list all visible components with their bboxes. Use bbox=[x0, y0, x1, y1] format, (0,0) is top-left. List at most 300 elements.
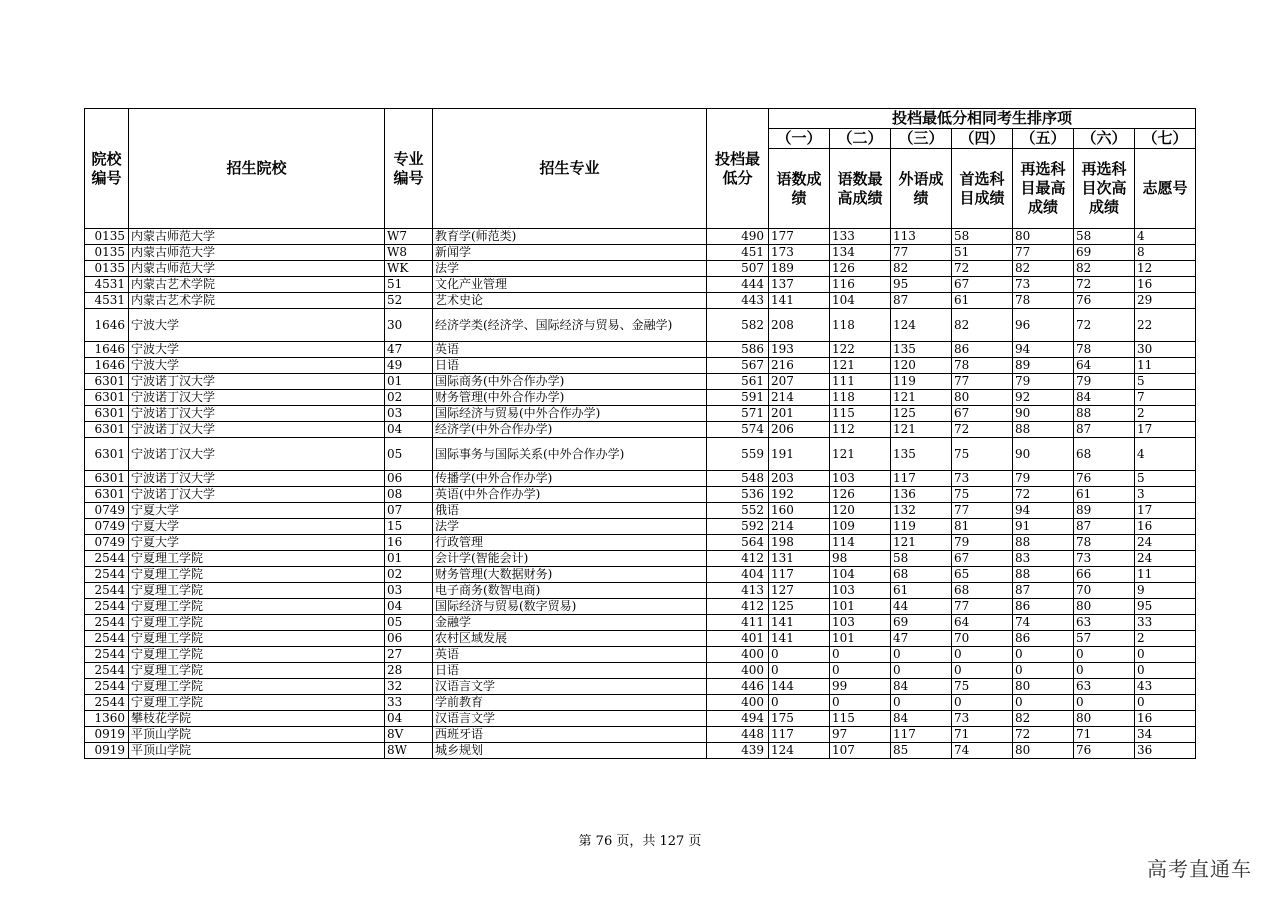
cell-school-name: 宁波大学 bbox=[129, 309, 385, 342]
cell-major-code: 8W bbox=[385, 743, 433, 759]
header-order-3: （三） bbox=[891, 129, 952, 149]
cell-score-1: 141 bbox=[769, 615, 830, 631]
cell-score-3: 121 bbox=[891, 422, 952, 438]
cell-school-name: 内蒙古艺术学院 bbox=[129, 277, 385, 293]
cell-major-name: 学前教育 bbox=[433, 695, 707, 711]
cell-school-code: 6301 bbox=[85, 438, 129, 471]
cell-score-5: 92 bbox=[1013, 390, 1074, 406]
cell-major-name: 文化产业管理 bbox=[433, 277, 707, 293]
cell-score-3: 87 bbox=[891, 293, 952, 309]
cell-score-6: 78 bbox=[1074, 535, 1135, 551]
cell-major-code: 28 bbox=[385, 663, 433, 679]
cell-major-name: 法学 bbox=[433, 519, 707, 535]
cell-school-code: 6301 bbox=[85, 487, 129, 503]
cell-score-7: 24 bbox=[1135, 535, 1196, 551]
cell-min-score: 548 bbox=[707, 471, 769, 487]
table-row bbox=[85, 679, 1196, 695]
cell-score-1: 124 bbox=[769, 743, 830, 759]
cell-score-4: 67 bbox=[952, 277, 1013, 293]
cell-score-1: 125 bbox=[769, 599, 830, 615]
cell-score-1: 160 bbox=[769, 503, 830, 519]
cell-score-2: 126 bbox=[830, 261, 891, 277]
cell-score-7: 3 bbox=[1135, 487, 1196, 503]
cell-score-5: 82 bbox=[1013, 711, 1074, 727]
cell-score-4: 73 bbox=[952, 471, 1013, 487]
cell-score-7: 22 bbox=[1135, 309, 1196, 342]
cell-score-4: 68 bbox=[952, 583, 1013, 599]
cell-score-6: 88 bbox=[1074, 406, 1135, 422]
cell-school-name: 平顶山学院 bbox=[129, 743, 385, 759]
cell-score-3: 125 bbox=[891, 406, 952, 422]
cell-school-code: 6301 bbox=[85, 471, 129, 487]
cell-school-code: 2544 bbox=[85, 567, 129, 583]
cell-score-1: 175 bbox=[769, 711, 830, 727]
cell-major-code: 04 bbox=[385, 599, 433, 615]
cell-score-2: 109 bbox=[830, 519, 891, 535]
cell-score-1: 191 bbox=[769, 438, 830, 471]
cell-score-3: 69 bbox=[891, 615, 952, 631]
cell-score-2: 99 bbox=[830, 679, 891, 695]
cell-major-code: 8V bbox=[385, 727, 433, 743]
cell-score-7: 0 bbox=[1135, 695, 1196, 711]
cell-score-2: 0 bbox=[830, 695, 891, 711]
cell-score-7: 95 bbox=[1135, 599, 1196, 615]
cell-school-name: 宁夏理工学院 bbox=[129, 615, 385, 631]
cell-school-code: 2544 bbox=[85, 695, 129, 711]
cell-score-3: 119 bbox=[891, 374, 952, 390]
cell-score-3: 136 bbox=[891, 487, 952, 503]
cell-major-name: 国际事务与国际关系(中外合作办学) bbox=[433, 438, 707, 471]
cell-min-score: 582 bbox=[707, 309, 769, 342]
cell-score-4: 71 bbox=[952, 727, 1013, 743]
cell-min-score: 412 bbox=[707, 599, 769, 615]
cell-score-6: 0 bbox=[1074, 695, 1135, 711]
cell-score-5: 77 bbox=[1013, 245, 1074, 261]
cell-major-name: 日语 bbox=[433, 663, 707, 679]
cell-min-score: 448 bbox=[707, 727, 769, 743]
cell-score-6: 63 bbox=[1074, 615, 1135, 631]
cell-school-name: 内蒙古师范大学 bbox=[129, 229, 385, 245]
cell-score-6: 63 bbox=[1074, 679, 1135, 695]
cell-min-score: 451 bbox=[707, 245, 769, 261]
cell-min-score: 571 bbox=[707, 406, 769, 422]
cell-score-1: 207 bbox=[769, 374, 830, 390]
cell-score-7: 30 bbox=[1135, 342, 1196, 358]
cell-school-name: 宁夏理工学院 bbox=[129, 551, 385, 567]
cell-score-6: 0 bbox=[1074, 663, 1135, 679]
cell-school-code: 0135 bbox=[85, 245, 129, 261]
table-row bbox=[85, 422, 1196, 438]
table-row bbox=[85, 695, 1196, 711]
cell-score-3: 120 bbox=[891, 358, 952, 374]
cell-score-2: 104 bbox=[830, 567, 891, 583]
table-row bbox=[85, 390, 1196, 406]
table-header bbox=[85, 109, 1196, 229]
cell-major-code: 05 bbox=[385, 438, 433, 471]
cell-min-score: 411 bbox=[707, 615, 769, 631]
cell-score-4: 77 bbox=[952, 374, 1013, 390]
table-row bbox=[85, 374, 1196, 390]
cell-score-2: 126 bbox=[830, 487, 891, 503]
cell-min-score: 443 bbox=[707, 293, 769, 309]
cell-score-1: 141 bbox=[769, 631, 830, 647]
cell-score-7: 0 bbox=[1135, 647, 1196, 663]
cell-score-3: 47 bbox=[891, 631, 952, 647]
cell-min-score: 567 bbox=[707, 358, 769, 374]
cell-major-code: 27 bbox=[385, 647, 433, 663]
cell-min-score: 559 bbox=[707, 438, 769, 471]
cell-major-code: 47 bbox=[385, 342, 433, 358]
cell-score-5: 90 bbox=[1013, 438, 1074, 471]
cell-score-5: 79 bbox=[1013, 374, 1074, 390]
cell-score-3: 0 bbox=[891, 695, 952, 711]
cell-school-name: 宁波诺丁汉大学 bbox=[129, 406, 385, 422]
cell-score-5: 88 bbox=[1013, 567, 1074, 583]
cell-major-name: 教育学(师范类) bbox=[433, 229, 707, 245]
cell-score-7: 29 bbox=[1135, 293, 1196, 309]
cell-score-2: 112 bbox=[830, 422, 891, 438]
table-row bbox=[85, 711, 1196, 727]
table-row bbox=[85, 438, 1196, 471]
cell-major-code: 06 bbox=[385, 471, 433, 487]
cell-score-6: 68 bbox=[1074, 438, 1135, 471]
cell-school-name: 宁波诺丁汉大学 bbox=[129, 487, 385, 503]
cell-score-2: 104 bbox=[830, 293, 891, 309]
cell-min-score: 446 bbox=[707, 679, 769, 695]
cell-score-1: 214 bbox=[769, 390, 830, 406]
cell-score-2: 121 bbox=[830, 358, 891, 374]
cell-major-name: 传播学(中外合作办学) bbox=[433, 471, 707, 487]
cell-school-code: 0135 bbox=[85, 261, 129, 277]
cell-score-6: 64 bbox=[1074, 358, 1135, 374]
cell-school-code: 0919 bbox=[85, 727, 129, 743]
cell-min-score: 592 bbox=[707, 519, 769, 535]
cell-score-2: 122 bbox=[830, 342, 891, 358]
cell-min-score: 401 bbox=[707, 631, 769, 647]
cell-major-name: 电子商务(数智电商) bbox=[433, 583, 707, 599]
cell-major-code: W8 bbox=[385, 245, 433, 261]
cell-score-1: 192 bbox=[769, 487, 830, 503]
cell-score-5: 72 bbox=[1013, 487, 1074, 503]
cell-score-1: 206 bbox=[769, 422, 830, 438]
cell-score-4: 72 bbox=[952, 422, 1013, 438]
cell-score-4: 82 bbox=[952, 309, 1013, 342]
cell-major-code: 08 bbox=[385, 487, 433, 503]
cell-score-2: 115 bbox=[830, 406, 891, 422]
cell-score-1: 189 bbox=[769, 261, 830, 277]
cell-score-3: 58 bbox=[891, 551, 952, 567]
cell-score-2: 101 bbox=[830, 631, 891, 647]
cell-score-4: 80 bbox=[952, 390, 1013, 406]
cell-score-5: 78 bbox=[1013, 293, 1074, 309]
cell-school-code: 2544 bbox=[85, 583, 129, 599]
cell-score-4: 0 bbox=[952, 663, 1013, 679]
table-row bbox=[85, 471, 1196, 487]
cell-score-3: 132 bbox=[891, 503, 952, 519]
cell-major-name: 汉语言文学 bbox=[433, 711, 707, 727]
cell-score-4: 72 bbox=[952, 261, 1013, 277]
cell-score-1: 173 bbox=[769, 245, 830, 261]
cell-score-3: 61 bbox=[891, 583, 952, 599]
cell-score-3: 84 bbox=[891, 679, 952, 695]
cell-major-code: 07 bbox=[385, 503, 433, 519]
cell-score-4: 51 bbox=[952, 245, 1013, 261]
cell-min-score: 494 bbox=[707, 711, 769, 727]
cell-score-4: 0 bbox=[952, 647, 1013, 663]
cell-major-code: 06 bbox=[385, 631, 433, 647]
table-row bbox=[85, 229, 1196, 245]
cell-score-1: 141 bbox=[769, 293, 830, 309]
cell-score-2: 116 bbox=[830, 277, 891, 293]
cell-school-code: 0749 bbox=[85, 503, 129, 519]
cell-score-2: 98 bbox=[830, 551, 891, 567]
cell-score-5: 90 bbox=[1013, 406, 1074, 422]
cell-score-1: 127 bbox=[769, 583, 830, 599]
cell-score-6: 79 bbox=[1074, 374, 1135, 390]
cell-major-code: WK bbox=[385, 261, 433, 277]
header-order-4: （四） bbox=[952, 129, 1013, 149]
cell-score-7: 4 bbox=[1135, 438, 1196, 471]
cell-score-6: 72 bbox=[1074, 309, 1135, 342]
cell-score-7: 33 bbox=[1135, 615, 1196, 631]
table-row bbox=[85, 647, 1196, 663]
cell-score-1: 0 bbox=[769, 695, 830, 711]
header-major-name: 招生专业 bbox=[433, 109, 707, 229]
cell-major-name: 财务管理(大数据财务) bbox=[433, 567, 707, 583]
cell-major-code: 49 bbox=[385, 358, 433, 374]
header-sub-4: 首选科目成绩 bbox=[952, 149, 1013, 229]
table-row bbox=[85, 293, 1196, 309]
cell-major-code: 05 bbox=[385, 615, 433, 631]
cell-score-6: 76 bbox=[1074, 743, 1135, 759]
watermark-logo-text: 高考直通车 bbox=[1147, 857, 1252, 881]
cell-school-name: 内蒙古师范大学 bbox=[129, 261, 385, 277]
cell-score-7: 2 bbox=[1135, 406, 1196, 422]
cell-score-1: 131 bbox=[769, 551, 830, 567]
cell-score-3: 82 bbox=[891, 261, 952, 277]
cell-score-1: 0 bbox=[769, 647, 830, 663]
cell-major-name: 城乡规划 bbox=[433, 743, 707, 759]
cell-score-1: 208 bbox=[769, 309, 830, 342]
cell-school-name: 宁夏理工学院 bbox=[129, 631, 385, 647]
cell-min-score: 400 bbox=[707, 647, 769, 663]
cell-school-code: 2544 bbox=[85, 615, 129, 631]
cell-score-1: 198 bbox=[769, 535, 830, 551]
cell-score-4: 65 bbox=[952, 567, 1013, 583]
cell-school-name: 宁波大学 bbox=[129, 358, 385, 374]
cell-min-score: 439 bbox=[707, 743, 769, 759]
cell-major-code: 32 bbox=[385, 679, 433, 695]
cell-score-4: 73 bbox=[952, 711, 1013, 727]
cell-score-6: 66 bbox=[1074, 567, 1135, 583]
cell-min-score: 444 bbox=[707, 277, 769, 293]
cell-score-7: 11 bbox=[1135, 358, 1196, 374]
cell-score-2: 120 bbox=[830, 503, 891, 519]
cell-score-7: 8 bbox=[1135, 245, 1196, 261]
cell-score-3: 135 bbox=[891, 342, 952, 358]
cell-score-4: 79 bbox=[952, 535, 1013, 551]
cell-major-code: W7 bbox=[385, 229, 433, 245]
cell-school-code: 2544 bbox=[85, 663, 129, 679]
cell-school-name: 宁波诺丁汉大学 bbox=[129, 374, 385, 390]
cell-major-name: 金融学 bbox=[433, 615, 707, 631]
cell-score-7: 2 bbox=[1135, 631, 1196, 647]
cell-score-6: 58 bbox=[1074, 229, 1135, 245]
cell-school-code: 6301 bbox=[85, 374, 129, 390]
cell-score-1: 193 bbox=[769, 342, 830, 358]
header-tie-group: 投档最低分相同考生排序项 bbox=[769, 109, 1196, 129]
cell-score-6: 87 bbox=[1074, 422, 1135, 438]
cell-major-name: 新闻学 bbox=[433, 245, 707, 261]
cell-score-2: 133 bbox=[830, 229, 891, 245]
cell-score-2: 134 bbox=[830, 245, 891, 261]
cell-score-2: 103 bbox=[830, 471, 891, 487]
cell-major-name: 艺术史论 bbox=[433, 293, 707, 309]
cell-score-1: 137 bbox=[769, 277, 830, 293]
header-order-1: （一） bbox=[769, 129, 830, 149]
cell-school-name: 攀枝花学院 bbox=[129, 711, 385, 727]
header-sub-1: 语数成绩 bbox=[769, 149, 830, 229]
cell-school-name: 宁波诺丁汉大学 bbox=[129, 471, 385, 487]
cell-major-name: 国际商务(中外合作办学) bbox=[433, 374, 707, 390]
cell-score-5: 88 bbox=[1013, 422, 1074, 438]
cell-school-name: 宁夏大学 bbox=[129, 519, 385, 535]
cell-min-score: 490 bbox=[707, 229, 769, 245]
cell-score-6: 73 bbox=[1074, 551, 1135, 567]
cell-major-name: 俄语 bbox=[433, 503, 707, 519]
table-row bbox=[85, 615, 1196, 631]
table-row bbox=[85, 342, 1196, 358]
cell-score-2: 101 bbox=[830, 599, 891, 615]
table-row bbox=[85, 727, 1196, 743]
cell-min-score: 552 bbox=[707, 503, 769, 519]
header-sub-6: 再选科目次高成绩 bbox=[1074, 149, 1135, 229]
cell-major-name: 英语(中外合作办学) bbox=[433, 487, 707, 503]
table-row bbox=[85, 277, 1196, 293]
header-sub-5: 再选科目最高成绩 bbox=[1013, 149, 1074, 229]
cell-score-2: 103 bbox=[830, 583, 891, 599]
cell-major-code: 16 bbox=[385, 535, 433, 551]
cell-score-5: 0 bbox=[1013, 663, 1074, 679]
cell-school-code: 4531 bbox=[85, 277, 129, 293]
cell-score-6: 82 bbox=[1074, 261, 1135, 277]
cell-score-6: 89 bbox=[1074, 503, 1135, 519]
cell-min-score: 404 bbox=[707, 567, 769, 583]
cell-major-code: 02 bbox=[385, 567, 433, 583]
header-major-code: 专业编号 bbox=[385, 109, 433, 229]
cell-score-5: 80 bbox=[1013, 679, 1074, 695]
cell-major-name: 英语 bbox=[433, 647, 707, 663]
cell-score-6: 87 bbox=[1074, 519, 1135, 535]
cell-score-4: 67 bbox=[952, 551, 1013, 567]
header-school-name: 招生院校 bbox=[129, 109, 385, 229]
cell-score-5: 94 bbox=[1013, 503, 1074, 519]
cell-score-3: 121 bbox=[891, 390, 952, 406]
cell-score-4: 75 bbox=[952, 487, 1013, 503]
table-row bbox=[85, 406, 1196, 422]
cell-school-code: 6301 bbox=[85, 390, 129, 406]
cell-score-5: 73 bbox=[1013, 277, 1074, 293]
cell-score-6: 0 bbox=[1074, 647, 1135, 663]
cell-score-7: 5 bbox=[1135, 374, 1196, 390]
cell-score-7: 12 bbox=[1135, 261, 1196, 277]
cell-score-3: 117 bbox=[891, 471, 952, 487]
cell-score-2: 115 bbox=[830, 711, 891, 727]
cell-major-name: 国际经济与贸易(数字贸易) bbox=[433, 599, 707, 615]
cell-major-code: 51 bbox=[385, 277, 433, 293]
cell-score-4: 67 bbox=[952, 406, 1013, 422]
header-sub-7: 志愿号 bbox=[1135, 149, 1196, 229]
header-min-score: 投档最低分 bbox=[707, 109, 769, 229]
cell-score-3: 85 bbox=[891, 743, 952, 759]
cell-school-name: 宁波诺丁汉大学 bbox=[129, 422, 385, 438]
cell-min-score: 413 bbox=[707, 583, 769, 599]
cell-score-5: 82 bbox=[1013, 261, 1074, 277]
cell-school-name: 宁波大学 bbox=[129, 342, 385, 358]
table-row bbox=[85, 358, 1196, 374]
cell-score-7: 5 bbox=[1135, 471, 1196, 487]
cell-score-4: 64 bbox=[952, 615, 1013, 631]
cell-score-4: 61 bbox=[952, 293, 1013, 309]
cell-score-4: 58 bbox=[952, 229, 1013, 245]
cell-score-6: 72 bbox=[1074, 277, 1135, 293]
cell-score-4: 0 bbox=[952, 695, 1013, 711]
cell-score-5: 89 bbox=[1013, 358, 1074, 374]
cell-score-1: 216 bbox=[769, 358, 830, 374]
cell-score-2: 107 bbox=[830, 743, 891, 759]
cell-school-name: 宁夏理工学院 bbox=[129, 663, 385, 679]
cell-score-1: 177 bbox=[769, 229, 830, 245]
header-school-code: 院校编号 bbox=[85, 109, 129, 229]
cell-min-score: 536 bbox=[707, 487, 769, 503]
cell-score-6: 76 bbox=[1074, 471, 1135, 487]
cell-score-1: 144 bbox=[769, 679, 830, 695]
cell-score-3: 0 bbox=[891, 647, 952, 663]
cell-score-7: 43 bbox=[1135, 679, 1196, 695]
cell-school-code: 0135 bbox=[85, 229, 129, 245]
table-row bbox=[85, 567, 1196, 583]
cell-score-7: 16 bbox=[1135, 711, 1196, 727]
cell-school-code: 0919 bbox=[85, 743, 129, 759]
cell-school-name: 内蒙古师范大学 bbox=[129, 245, 385, 261]
cell-school-name: 平顶山学院 bbox=[129, 727, 385, 743]
cell-major-name: 财务管理(中外合作办学) bbox=[433, 390, 707, 406]
cell-score-2: 118 bbox=[830, 390, 891, 406]
cell-score-5: 0 bbox=[1013, 695, 1074, 711]
cell-score-4: 81 bbox=[952, 519, 1013, 535]
cell-score-4: 78 bbox=[952, 358, 1013, 374]
table-row bbox=[85, 535, 1196, 551]
cell-score-3: 77 bbox=[891, 245, 952, 261]
cell-major-code: 02 bbox=[385, 390, 433, 406]
cell-score-2: 0 bbox=[830, 663, 891, 679]
table-row bbox=[85, 487, 1196, 503]
cell-school-code: 6301 bbox=[85, 422, 129, 438]
cell-score-5: 87 bbox=[1013, 583, 1074, 599]
cell-score-4: 74 bbox=[952, 743, 1013, 759]
cell-score-7: 34 bbox=[1135, 727, 1196, 743]
cell-score-7: 4 bbox=[1135, 229, 1196, 245]
cell-min-score: 561 bbox=[707, 374, 769, 390]
cell-score-3: 44 bbox=[891, 599, 952, 615]
cell-major-code: 03 bbox=[385, 583, 433, 599]
table-row bbox=[85, 631, 1196, 647]
cell-score-6: 69 bbox=[1074, 245, 1135, 261]
cell-school-name: 宁波诺丁汉大学 bbox=[129, 390, 385, 406]
cell-score-5: 80 bbox=[1013, 743, 1074, 759]
cell-score-5: 96 bbox=[1013, 309, 1074, 342]
cell-score-7: 0 bbox=[1135, 663, 1196, 679]
